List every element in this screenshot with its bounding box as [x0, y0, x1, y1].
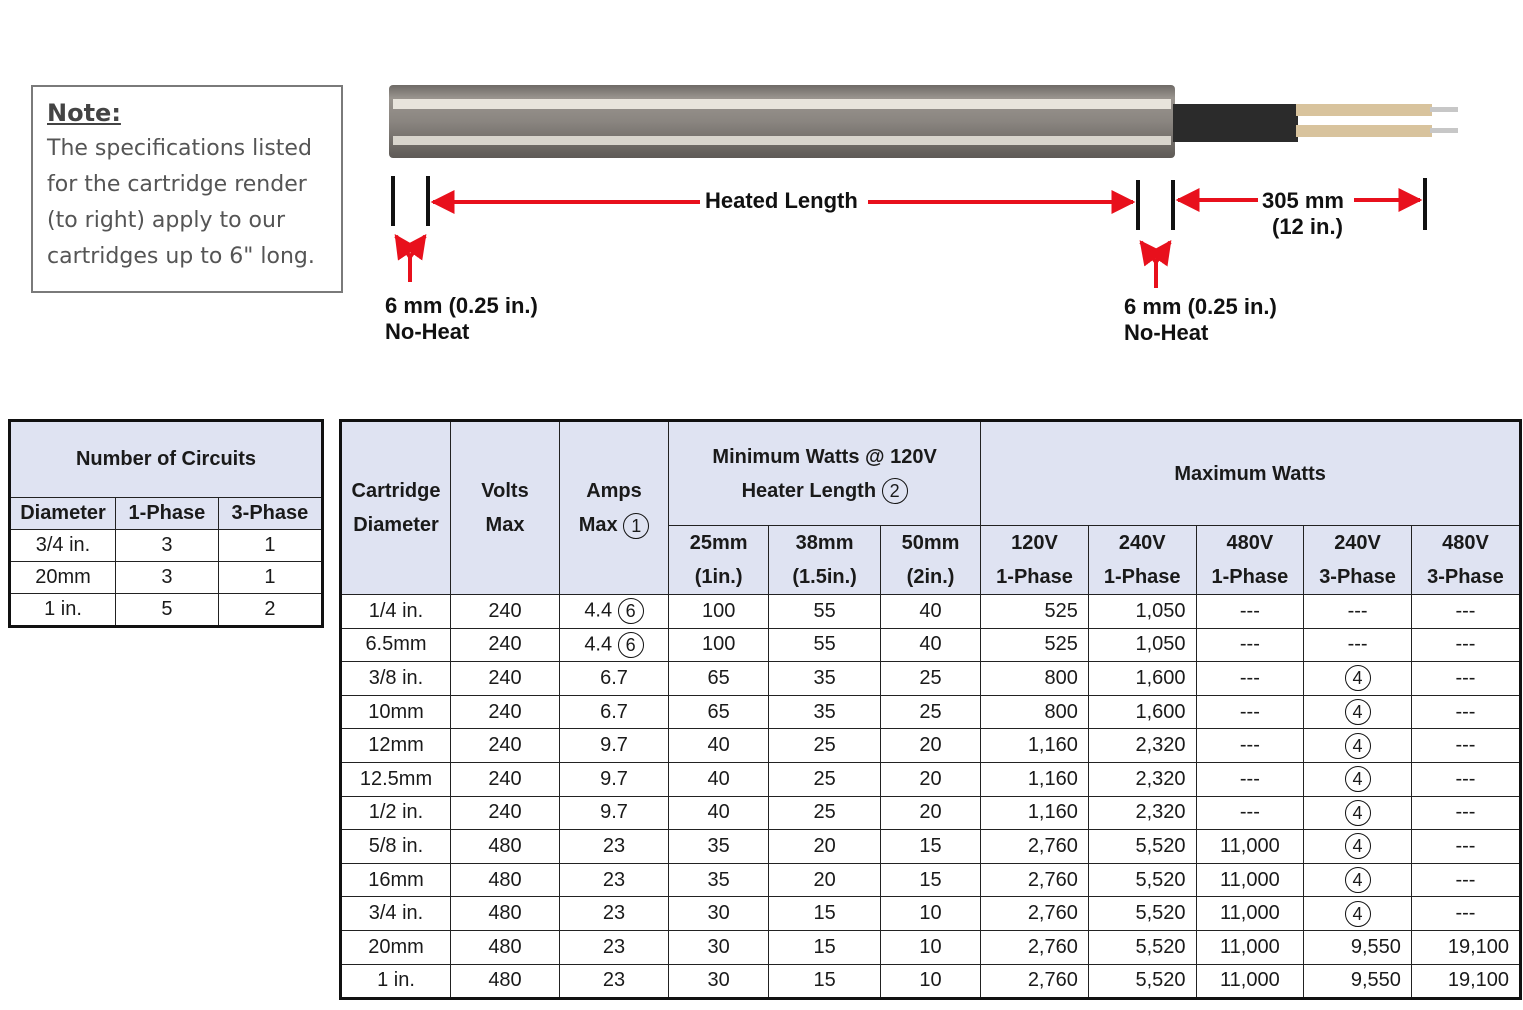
- header-min-watts: [669, 421, 981, 526]
- cell-volts: 480: [451, 930, 560, 964]
- cell-diameter: 5/8 in.: [341, 830, 451, 864]
- cell-max-240v-3ph-value: ---: [1347, 599, 1368, 622]
- cell-amps: [560, 863, 669, 897]
- cell-min-38mm: 20: [769, 830, 881, 864]
- header-max-col-3: [1304, 526, 1412, 595]
- cell-max-240v-3ph: [1304, 930, 1412, 964]
- cell-diameter: 1/4 in.: [341, 595, 451, 629]
- footnote-marker: 4: [1345, 800, 1371, 826]
- cell-min-25mm: 40: [669, 762, 769, 796]
- cell-max-240v-1ph: 2,320: [1088, 762, 1196, 796]
- header-max-col-4: [1411, 526, 1520, 595]
- cell-min-25mm: 30: [669, 897, 769, 931]
- footnote-marker: 4: [1345, 699, 1371, 725]
- cell-max-240v-3ph: [1304, 863, 1412, 897]
- cell-amps-value: 4.4: [584, 599, 613, 622]
- noheat-left-label: No-Heat: [385, 319, 470, 344]
- cell-min-38mm: 55: [769, 595, 881, 629]
- cell-max-240v-1ph: 5,520: [1088, 930, 1196, 964]
- footnote-marker: 4: [1345, 833, 1371, 859]
- circuits-title: Number of Circuits: [10, 421, 323, 498]
- footnote-marker: 4: [1345, 733, 1371, 759]
- cell-min-50mm: 10: [880, 897, 980, 931]
- table-row: [341, 762, 1521, 796]
- noheat-left-size: 6 mm (0.25 in.): [385, 293, 538, 318]
- cartridge-diagram: [0, 0, 1523, 360]
- cartridge-sleeve: [1173, 104, 1298, 142]
- cell-max-480v-3ph: ---: [1411, 762, 1520, 796]
- circuits-cell: 5: [116, 594, 219, 627]
- cell-min-25mm: 65: [669, 695, 769, 729]
- header-amps-line2: Max: [578, 514, 618, 536]
- cell-min-25mm: 30: [669, 930, 769, 964]
- table-row: [341, 964, 1521, 999]
- cell-amps: [560, 830, 669, 864]
- circuits-cell: 2: [218, 594, 322, 627]
- cell-volts: 480: [451, 863, 560, 897]
- cell-diameter: 12.5mm: [341, 762, 451, 796]
- noheat-right-size: 6 mm (0.25 in.): [1124, 294, 1277, 319]
- cell-min-50mm: 15: [880, 830, 980, 864]
- table-row: [341, 595, 1521, 629]
- cell-max-480v-1ph: ---: [1196, 796, 1304, 830]
- cell-max-480v-1ph: ---: [1196, 729, 1304, 763]
- footnote-marker: 4: [1345, 665, 1371, 691]
- circuits-header-diameter: Diameter: [10, 498, 116, 530]
- cell-amps-value: 23: [602, 969, 626, 992]
- cell-max-120v-1ph: 2,760: [981, 830, 1089, 864]
- cell-amps-value: 6.7: [600, 666, 628, 689]
- cell-amps: [560, 729, 669, 763]
- cell-min-38mm: 15: [769, 930, 881, 964]
- header-amps-max: [560, 421, 669, 595]
- table-row: [341, 628, 1521, 662]
- cell-max-120v-1ph: 2,760: [981, 964, 1089, 999]
- cell-min-25mm: 65: [669, 662, 769, 696]
- cell-min-25mm: 35: [669, 830, 769, 864]
- cell-max-240v-3ph: [1304, 830, 1412, 864]
- cell-amps: [560, 796, 669, 830]
- header-cartridge-diameter-line1: Cartridge: [351, 480, 441, 502]
- cell-max-480v-1ph: 11,000: [1196, 830, 1304, 864]
- cell-volts: 240: [451, 662, 560, 696]
- cell-max-480v-3ph: ---: [1411, 595, 1520, 629]
- cell-max-240v-1ph: 1,050: [1088, 628, 1196, 662]
- cell-min-50mm: 25: [880, 662, 980, 696]
- cell-volts: 240: [451, 762, 560, 796]
- cell-amps: [560, 930, 669, 964]
- header-max-watts: Maximum Watts: [981, 421, 1521, 526]
- header-min-col-2: [880, 526, 980, 595]
- header-min-col-line2: (2in.): [906, 566, 955, 588]
- cell-max-240v-1ph: 5,520: [1088, 897, 1196, 931]
- cell-min-50mm: 15: [880, 863, 980, 897]
- table-row: [341, 830, 1521, 864]
- table-row: [10, 530, 323, 562]
- cartridge-body: [389, 85, 1175, 158]
- header-max-col-line1: 240V: [1334, 532, 1381, 554]
- cell-volts: 240: [451, 628, 560, 662]
- cell-min-38mm: 25: [769, 796, 881, 830]
- cell-amps-value: 4.4: [584, 633, 613, 656]
- cell-max-480v-1ph: 11,000: [1196, 863, 1304, 897]
- cell-amps: [560, 695, 669, 729]
- cell-max-480v-1ph: ---: [1196, 695, 1304, 729]
- cell-max-240v-3ph: [1304, 595, 1412, 629]
- circuits-cell: 3/4 in.: [10, 530, 116, 562]
- specs-table: [339, 419, 1522, 1000]
- header-max-col-line2: 1-Phase: [1103, 566, 1181, 588]
- footnote-marker: 6: [618, 632, 644, 658]
- cell-amps: [560, 628, 669, 662]
- cell-max-480v-1ph: 11,000: [1196, 964, 1304, 999]
- header-heater-length: Heater Length: [741, 479, 877, 502]
- noheat-right-label: No-Heat: [1124, 320, 1209, 345]
- cell-diameter: 10mm: [341, 695, 451, 729]
- header-cartridge-diameter: [341, 421, 451, 595]
- cell-min-50mm: 20: [880, 762, 980, 796]
- header-min-col-line1: 50mm: [901, 532, 960, 554]
- cell-amps-value: 23: [602, 935, 626, 958]
- table-row: [341, 662, 1521, 696]
- header-min-watts-line1: Minimum Watts @ 120V: [712, 445, 937, 468]
- specs-header-row-1: [341, 421, 1521, 526]
- circuits-cell: 3: [116, 562, 219, 594]
- footnote-marker: 4: [1345, 867, 1371, 893]
- table-row: [341, 930, 1521, 964]
- cell-volts: 240: [451, 695, 560, 729]
- table-row: [341, 695, 1521, 729]
- cell-max-480v-3ph: ---: [1411, 796, 1520, 830]
- cell-max-480v-3ph: ---: [1411, 863, 1520, 897]
- header-max-col-line2: 3-Phase: [1319, 566, 1396, 588]
- cell-amps-value: 23: [602, 902, 626, 925]
- cell-diameter: 3/4 in.: [341, 897, 451, 931]
- circuits-cell: 20mm: [10, 562, 116, 594]
- cell-max-240v-1ph: 2,320: [1088, 729, 1196, 763]
- footnote-marker: 2: [882, 478, 908, 504]
- circuits-table: [8, 419, 324, 628]
- cell-max-240v-3ph: [1304, 964, 1412, 999]
- cell-min-50mm: 20: [880, 729, 980, 763]
- cell-max-240v-1ph: 5,520: [1088, 964, 1196, 999]
- cell-max-120v-1ph: 2,760: [981, 897, 1089, 931]
- header-min-col-1: [769, 526, 881, 595]
- cell-volts: 480: [451, 897, 560, 931]
- cell-max-480v-3ph: ---: [1411, 897, 1520, 931]
- cell-amps-value: 23: [602, 868, 626, 891]
- cell-max-240v-1ph: 1,050: [1088, 595, 1196, 629]
- cartridge-stripe-top: [393, 99, 1171, 109]
- table-row: [341, 729, 1521, 763]
- cell-max-480v-3ph: ---: [1411, 729, 1520, 763]
- cell-min-50mm: 25: [880, 695, 980, 729]
- cell-amps: [560, 595, 669, 629]
- cell-amps-value: 6.7: [600, 700, 628, 723]
- noheat-left-y-b: [410, 236, 425, 257]
- cell-min-25mm: 30: [669, 964, 769, 999]
- cell-max-120v-1ph: 2,760: [981, 930, 1089, 964]
- header-max-col-0: [981, 526, 1089, 595]
- cell-min-50mm: 10: [880, 930, 980, 964]
- cell-max-120v-1ph: 525: [981, 595, 1089, 629]
- cell-max-240v-3ph-value: 9,550: [1350, 935, 1401, 958]
- cell-max-240v-3ph: [1304, 762, 1412, 796]
- table-row: [10, 594, 323, 627]
- cell-amps-value: 23: [602, 834, 626, 857]
- cell-diameter: 16mm: [341, 863, 451, 897]
- header-volts-line2: Max: [485, 514, 525, 536]
- cell-max-240v-3ph: [1304, 796, 1412, 830]
- cell-max-120v-1ph: 1,160: [981, 796, 1089, 830]
- cell-max-240v-1ph: 1,600: [1088, 695, 1196, 729]
- cell-amps-value: 9.7: [600, 801, 628, 824]
- header-max-col-1: [1088, 526, 1196, 595]
- lead-tip-bottom: [1430, 128, 1458, 133]
- noheat-left-y-a: [396, 236, 410, 257]
- footnote-marker: 4: [1345, 901, 1371, 927]
- cell-min-38mm: 25: [769, 762, 881, 796]
- cell-volts: 240: [451, 595, 560, 629]
- cartridge-stripe-bottom: [393, 136, 1171, 145]
- cell-amps: [560, 662, 669, 696]
- cell-max-480v-3ph: 19,100: [1411, 930, 1520, 964]
- cell-max-240v-3ph-value: 9,550: [1350, 969, 1401, 992]
- noheat-right-y-a: [1141, 242, 1156, 262]
- header-min-col-line1: 25mm: [689, 532, 748, 554]
- note-title: Note:: [47, 99, 121, 127]
- cell-min-38mm: 20: [769, 863, 881, 897]
- cell-diameter: 3/8 in.: [341, 662, 451, 696]
- heated-length-label: Heated Length: [705, 188, 858, 213]
- cell-volts: 480: [451, 830, 560, 864]
- cell-min-25mm: 40: [669, 729, 769, 763]
- cell-min-38mm: 25: [769, 729, 881, 763]
- header-min-col-0: [669, 526, 769, 595]
- cell-max-120v-1ph: 800: [981, 695, 1089, 729]
- header-min-col-line2: (1.5in.): [792, 566, 857, 588]
- circuits-header-row: [10, 498, 323, 530]
- circuits-title-row: [10, 421, 323, 498]
- cell-max-240v-3ph: [1304, 897, 1412, 931]
- cell-diameter: 1 in.: [341, 964, 451, 999]
- cell-diameter: 12mm: [341, 729, 451, 763]
- header-max-col-line2: 1-Phase: [996, 566, 1073, 588]
- lead-length-mm: 305 mm: [1262, 188, 1344, 213]
- lead-tip-top: [1430, 107, 1458, 112]
- footnote-marker: 6: [618, 598, 644, 624]
- footnote-marker: 4: [1345, 766, 1371, 792]
- cell-max-240v-1ph: 5,520: [1088, 863, 1196, 897]
- cell-max-480v-3ph: ---: [1411, 695, 1520, 729]
- cell-max-120v-1ph: 2,760: [981, 863, 1089, 897]
- table-row: [341, 796, 1521, 830]
- cell-amps: [560, 762, 669, 796]
- circuits-cell: 1: [218, 530, 322, 562]
- circuits-cell: 1: [218, 562, 322, 594]
- cell-max-480v-3ph: ---: [1411, 628, 1520, 662]
- cell-amps-value: 9.7: [600, 767, 628, 790]
- cell-min-38mm: 35: [769, 695, 881, 729]
- cell-max-240v-3ph-value: ---: [1347, 633, 1368, 656]
- lead-length-in: (12 in.): [1272, 214, 1343, 239]
- header-min-col-line2: (1in.): [694, 566, 743, 588]
- header-volts-max: [451, 421, 560, 595]
- table-row: [341, 897, 1521, 931]
- header-max-col-line2: 3-Phase: [1427, 566, 1504, 588]
- cell-min-50mm: 40: [880, 628, 980, 662]
- header-max-col-line2: 1-Phase: [1211, 566, 1289, 588]
- cell-min-38mm: 35: [769, 662, 881, 696]
- cell-max-480v-1ph: 11,000: [1196, 897, 1304, 931]
- cell-min-38mm: 15: [769, 964, 881, 999]
- cell-max-120v-1ph: 525: [981, 628, 1089, 662]
- circuits-cell: 1 in.: [10, 594, 116, 627]
- cell-max-240v-1ph: 1,600: [1088, 662, 1196, 696]
- cell-min-25mm: 40: [669, 796, 769, 830]
- header-cartridge-diameter-line2: Diameter: [353, 514, 439, 536]
- cell-max-240v-3ph: [1304, 628, 1412, 662]
- cell-max-480v-1ph: ---: [1196, 595, 1304, 629]
- cell-max-480v-1ph: ---: [1196, 662, 1304, 696]
- cell-max-480v-1ph: ---: [1196, 628, 1304, 662]
- table-row: [341, 863, 1521, 897]
- cell-min-38mm: 55: [769, 628, 881, 662]
- cell-max-120v-1ph: 800: [981, 662, 1089, 696]
- footnote-marker: 1: [623, 513, 649, 539]
- cell-min-50mm: 10: [880, 964, 980, 999]
- cell-min-25mm: 35: [669, 863, 769, 897]
- cell-max-240v-3ph: [1304, 729, 1412, 763]
- lead-wire-top: [1296, 104, 1432, 116]
- cell-amps-value: 9.7: [600, 734, 628, 757]
- cell-volts: 240: [451, 729, 560, 763]
- header-max-col-line1: 120V: [1011, 532, 1058, 554]
- specs-body: [341, 595, 1521, 999]
- cell-max-240v-1ph: 5,520: [1088, 830, 1196, 864]
- cell-min-25mm: 100: [669, 595, 769, 629]
- cell-max-480v-3ph: ---: [1411, 830, 1520, 864]
- cell-max-480v-1ph: 11,000: [1196, 930, 1304, 964]
- cell-max-240v-3ph: [1304, 695, 1412, 729]
- cell-max-480v-3ph: ---: [1411, 662, 1520, 696]
- cell-min-50mm: 40: [880, 595, 980, 629]
- noheat-right-y-b: [1156, 242, 1170, 262]
- header-max-col-line1: 480V: [1226, 532, 1274, 554]
- circuits-cell: 3: [116, 530, 219, 562]
- cell-diameter: 6.5mm: [341, 628, 451, 662]
- header-max-col-line1: 240V: [1118, 532, 1166, 554]
- lead-wire-bottom: [1296, 125, 1432, 137]
- cell-diameter: 1/2 in.: [341, 796, 451, 830]
- cell-max-480v-3ph: 19,100: [1411, 964, 1520, 999]
- cell-amps: [560, 897, 669, 931]
- cell-volts: 240: [451, 796, 560, 830]
- table-row: [10, 562, 323, 594]
- header-amps-line1: Amps: [586, 480, 642, 502]
- header-max-col-2: [1196, 526, 1304, 595]
- note-body: The specifications listed for the cartridge render (to right) apply to our cartridges up to 6" long.: [47, 136, 315, 269]
- header-volts-line1: Volts: [481, 480, 529, 502]
- cell-max-240v-1ph: 2,320: [1088, 796, 1196, 830]
- cell-amps: [560, 964, 669, 999]
- cell-volts: 480: [451, 964, 560, 999]
- cell-min-50mm: 20: [880, 796, 980, 830]
- cell-min-38mm: 15: [769, 897, 881, 931]
- cell-max-120v-1ph: 1,160: [981, 729, 1089, 763]
- cell-max-480v-1ph: ---: [1196, 762, 1304, 796]
- circuits-header-1phase: 1-Phase: [116, 498, 219, 530]
- cell-max-120v-1ph: 1,160: [981, 762, 1089, 796]
- header-max-col-line1: 480V: [1442, 532, 1489, 554]
- circuits-header-3phase: 3-Phase: [218, 498, 322, 530]
- cell-diameter: 20mm: [341, 930, 451, 964]
- cell-min-25mm: 100: [669, 628, 769, 662]
- cell-max-240v-3ph: [1304, 662, 1412, 696]
- header-min-col-line1: 38mm: [795, 532, 854, 554]
